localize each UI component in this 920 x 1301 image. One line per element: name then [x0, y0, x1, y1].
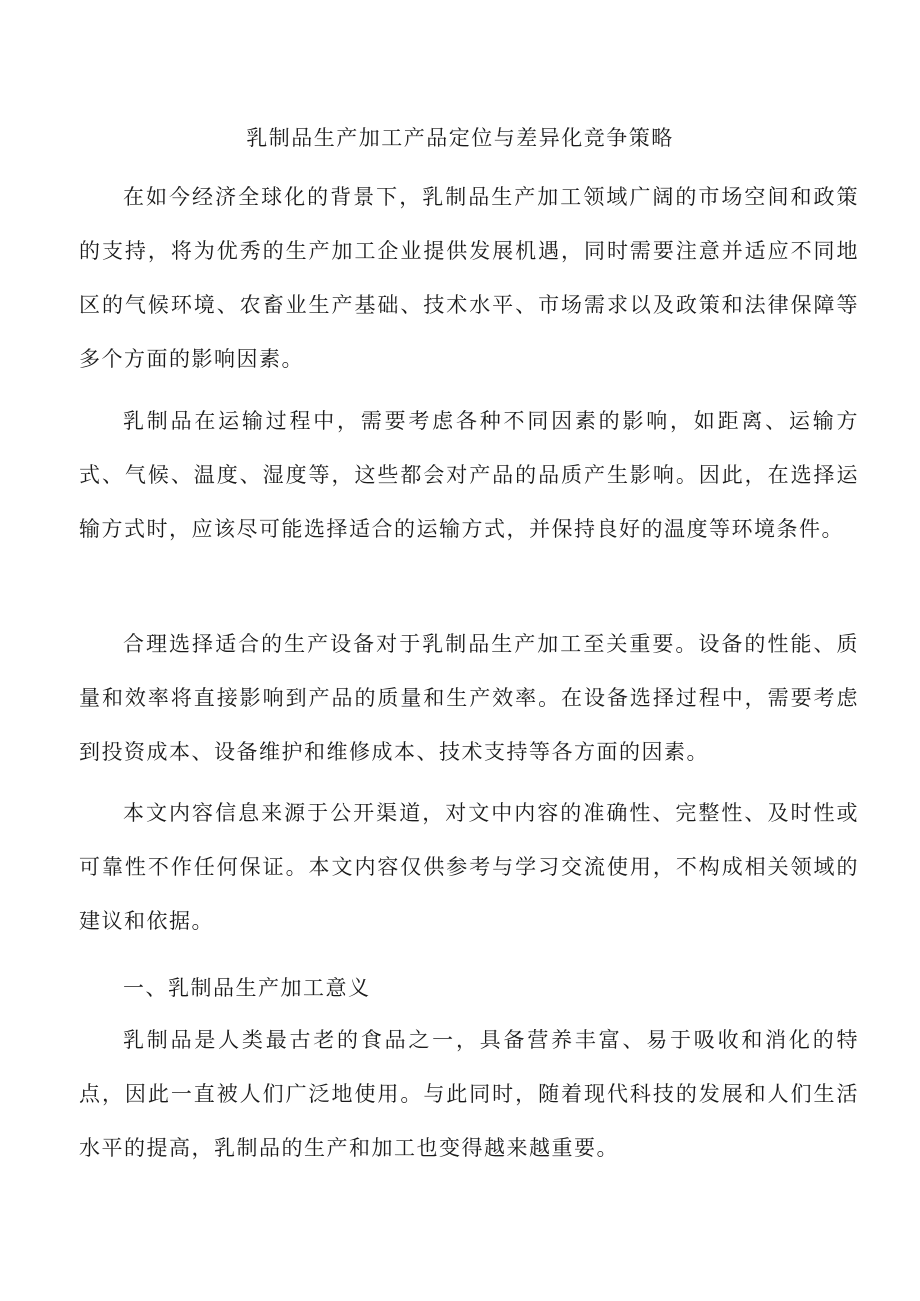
paragraph-transport: 乳制品在运输过程中，需要考虑各种不同因素的影响，如距离、运输方式、气候、温度、湿度等，这些都会对产品的品质产生影响。因此，在选择运输方式时，应该尽可能选择适合的运输方式，并保持良好的温度等环境条件。 — [79, 409, 859, 541]
paragraph-background: 在如今经济全球化的背景下，乳制品生产加工领域广阔的市场空间和政策的支持，将为优秀的生产加工企业提供发展机遇，同时需要注意并适应不同地区的气候环境、农畜业生产基础、技术水平、市场需求以及政策和法律保障等多个方面的影响因素。 — [79, 185, 859, 371]
paragraph-equipment: 合理选择适合的生产设备对于乳制品生产加工至关重要。设备的性能、质量和效率将直接影响到产品的质量和生产效率。在设备选择过程中，需要考虑到投资成本、设备维护和维修成本、技术支持等各方面的因素。 — [79, 632, 859, 764]
section-heading: 一、乳制品生产加工意义 — [123, 976, 371, 1000]
paragraph-significance: 乳制品是人类最古老的食品之一，具备营养丰富、易于吸收和消化的特点，因此一直被人们广泛地使用。与此同时，随着现代科技的发展和人们生活水平的提高，乳制品的生产和加工也变得越来越重要。 — [79, 1028, 859, 1160]
document-title: 乳制品生产加工产品定位与差异化竞争策略 — [246, 126, 674, 150]
paragraph-disclaimer: 本文内容信息来源于公开渠道，对文中内容的准确性、完整性、及时性或可靠性不作任何保证。本文内容仅供参考与学习交流使用，不构成相关领域的建议和依据。 — [79, 801, 859, 933]
